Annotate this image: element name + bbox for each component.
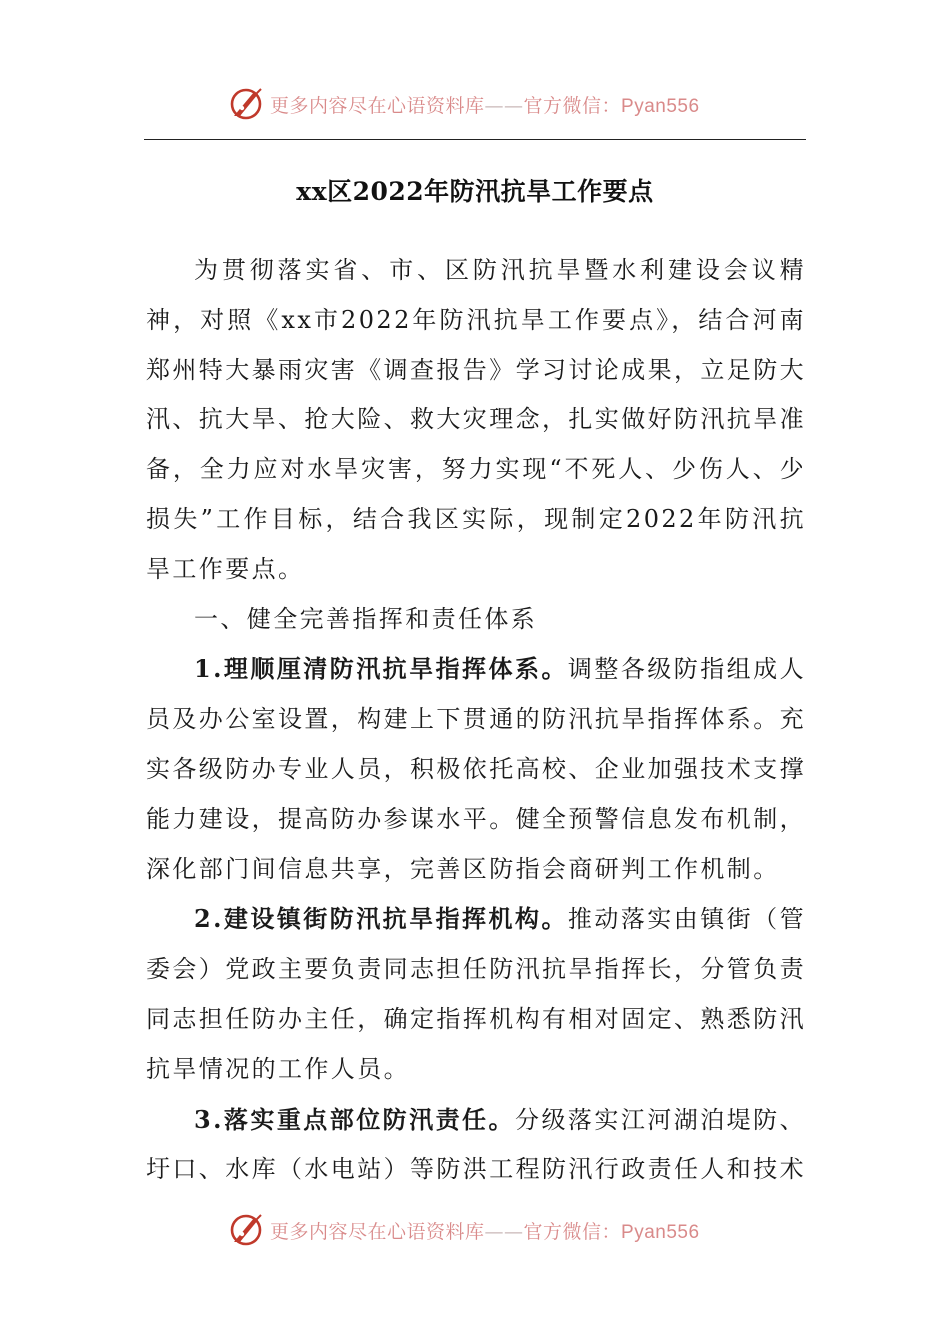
watermark-wechat-id: Pyan556 [621, 95, 700, 117]
watermark-separator: —— [484, 94, 524, 117]
document-title: xx区2022年防汛抗旱工作要点 [296, 177, 654, 206]
watermark-text [270, 91, 700, 118]
watermark-separator: —— [484, 1220, 524, 1243]
item-lead: 1.理顺厘清防汛抗旱指挥体系。 [194, 654, 568, 684]
quill-logo-icon [228, 1212, 264, 1248]
watermark-slogan: 更多内容尽在心语资料库 [270, 94, 485, 117]
watermark-wechat-id: Pyan556 [621, 1221, 700, 1243]
item-lead: 2.建设镇街防汛抗旱指挥机构。 [194, 904, 568, 934]
quill-logo-icon [228, 86, 264, 122]
header-rule [144, 139, 806, 140]
item-text: 推动落实由镇街（管委会）党政主要负责同志担任防汛抗旱指挥长，分管负责同志担任防办主任，确定指挥机构有相对固定、熟悉防汛抗旱情况的工作人员。 [146, 905, 806, 1083]
item-text: 分级落实江河湖泊堤防、圩口、水库（水电站）等防洪工程防汛行政责任人和技术 [146, 1105, 806, 1184]
footer-watermark [228, 1210, 748, 1250]
watermark-slogan: 更多内容尽在心语资料库 [270, 1220, 485, 1243]
item-paragraph [146, 1095, 806, 1196]
document-body [146, 246, 806, 1195]
intro-paragraph: 为贯彻落实省、市、区防汛抗旱暨水利建设会议精神，对照《xx市2022年防汛抗旱工作要点》，结合河南郑州特大暴雨灾害《调查报告》学习讨论成果，立足防大汛、抗大旱、抢大险、救大灾理念，扎实做好防汛抗旱准备，全力应对水旱灾害，努力实现“不死人、少伤人、少损失”工作目标，结合我区实际，现制定2022年防汛抗旱工作要点。 [146, 256, 806, 583]
item-text: 调整各级防指组成人员及办公室设置，构建上下贯通的防汛抗旱指挥体系。充实各级防办专业人员，积极依托高校、企业加强技术支撑能力建设，提高防办参谋水平。健全预警信息发布机制，深化部门间信息共享，完善区防指会商研判工作机制。 [146, 655, 806, 883]
watermark-official: 官方微信： [523, 1220, 622, 1243]
item-paragraph [146, 894, 806, 1094]
header-watermark [228, 84, 748, 124]
watermark-official: 官方微信： [523, 94, 622, 117]
section-heading: 一、健全完善指挥和责任体系 [194, 604, 538, 633]
watermark-text [270, 1217, 700, 1244]
item-paragraph [146, 644, 806, 894]
item-lead: 3.落实重点部位防汛责任。 [194, 1104, 515, 1134]
